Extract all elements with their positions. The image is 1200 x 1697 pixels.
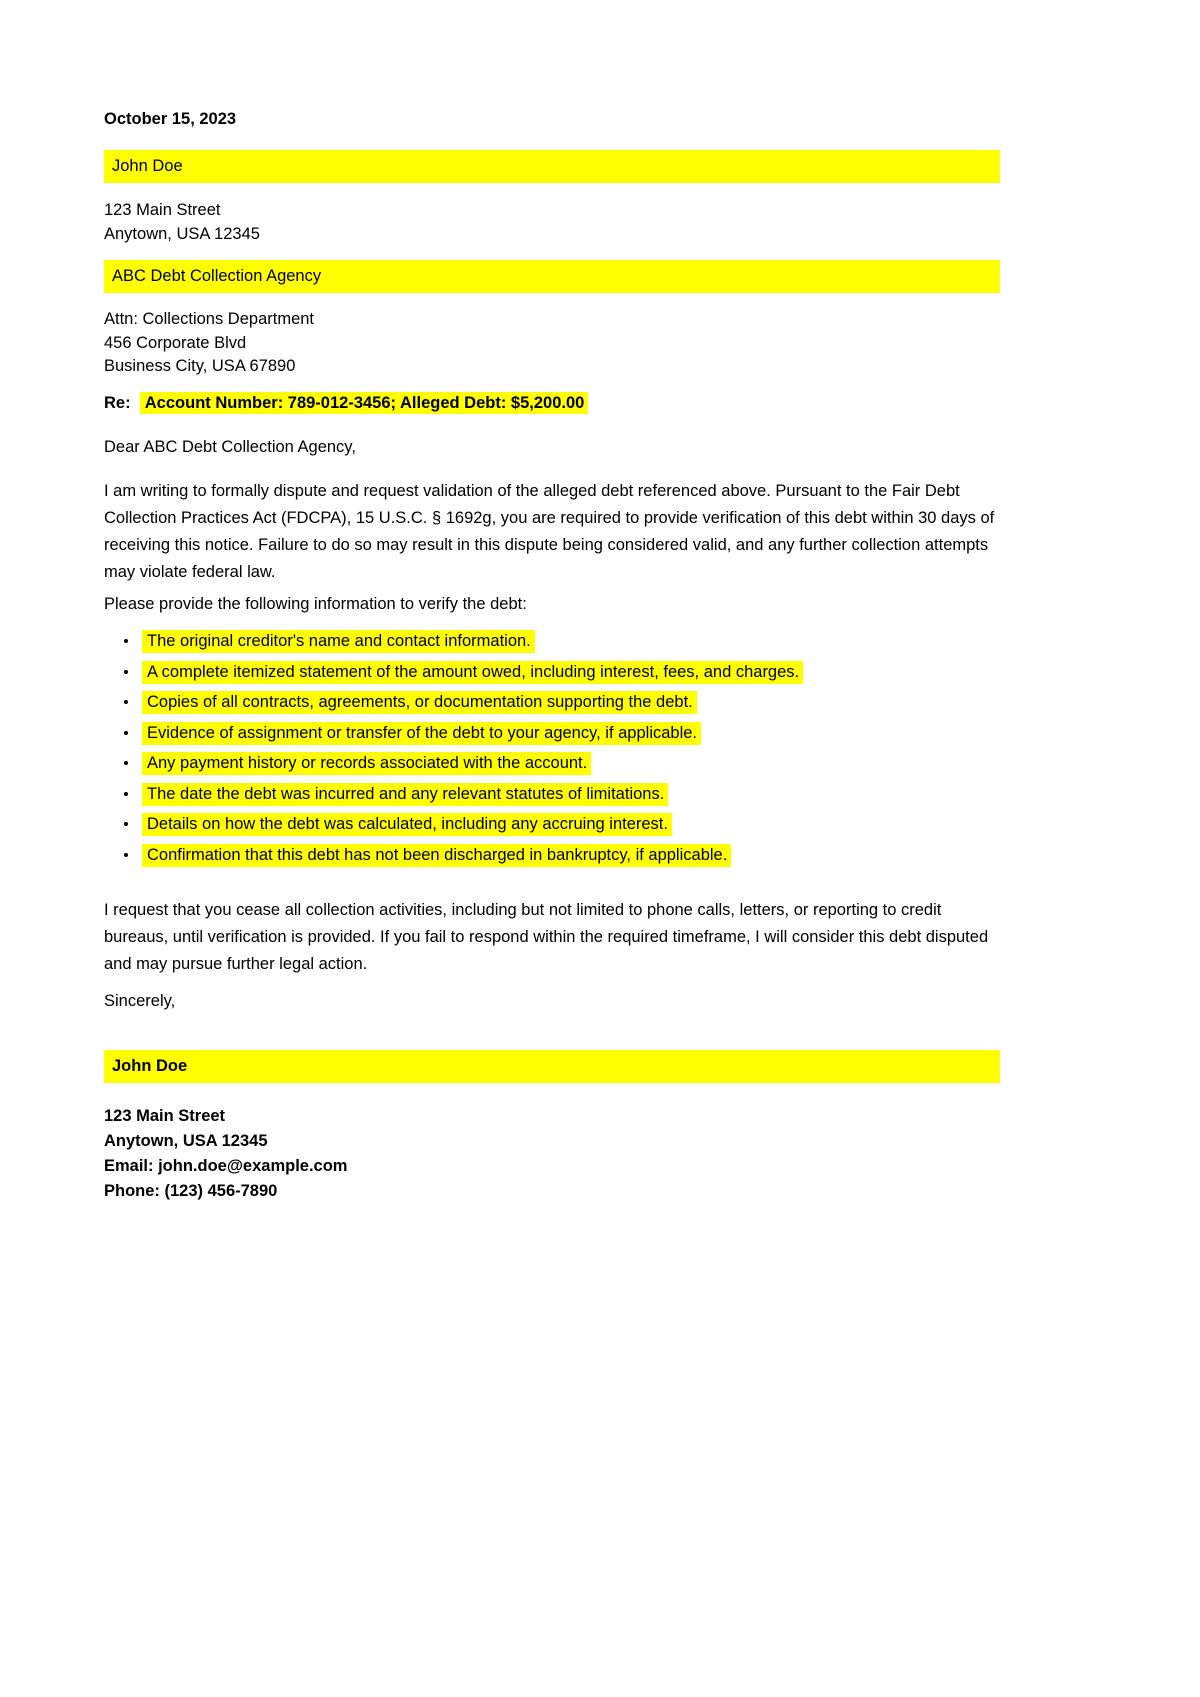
list-item-text: A complete itemized statement of the amount owed, including interest, fees, and charges. bbox=[142, 661, 803, 684]
list-item bbox=[104, 722, 1000, 744]
signature-address-line: Anytown, USA 12345 bbox=[104, 1132, 268, 1150]
subject-prefix: Re: bbox=[104, 394, 131, 412]
body-paragraph-2-block bbox=[104, 897, 1004, 978]
recipient-company-block bbox=[104, 260, 1000, 293]
list-intro: Please provide the following information to verify the debt: bbox=[104, 595, 527, 613]
bullet-icon bbox=[124, 700, 128, 704]
body-paragraph-1-block bbox=[104, 478, 1004, 586]
subject-value: Account Number: 789-012-3456; Alleged Debt: $5,200.00 bbox=[140, 392, 589, 414]
bullet-icon bbox=[124, 639, 128, 643]
bullet-icon bbox=[124, 792, 128, 796]
body-paragraph-1: I am writing to formally dispute and request validation of the alleged debt referenced above. Pursuant to the Fair Debt Collection Practices Act (FDCPA), 15 U.S.C. § 1692g, you are required to provide verification of this debt within 30 days of receiving this notice. Failure to do so may result in this dispute being considered valid, and any further collection attempts may violate federal law. bbox=[104, 482, 995, 581]
list-item bbox=[104, 691, 1000, 713]
bullet-icon bbox=[124, 731, 128, 735]
recipient-address-line: 456 Corporate Blvd bbox=[104, 333, 247, 352]
recipient-address-line: Business City, USA 67890 bbox=[104, 357, 296, 375]
list-item bbox=[104, 630, 1000, 652]
requested-items-block bbox=[104, 630, 1000, 874]
sender-address-line: Anytown, USA 12345 bbox=[104, 224, 260, 243]
bullet-icon bbox=[124, 670, 128, 674]
list-intro-block bbox=[104, 593, 527, 617]
signature-name-highlight: John Doe bbox=[104, 1050, 1000, 1083]
letter-date-block bbox=[104, 108, 236, 132]
sender-name-highlight: John Doe bbox=[104, 150, 1000, 183]
subject-line-block bbox=[104, 392, 588, 416]
signature-email-line: Email: john.doe@example.com bbox=[104, 1157, 348, 1175]
body-paragraph-2: I request that you cease all collection activities, including but not limited to phone calls, letters, or reporting to credit bureaus, until verification is provided. If you fail to respond within the required timeframe, I will consider this debt disputed and may pursue further legal action. bbox=[104, 901, 989, 973]
list-item-text: The date the debt was incurred and any relevant statutes of limitations. bbox=[142, 783, 668, 806]
list-item-text: Any payment history or records associated with the account. bbox=[142, 752, 591, 775]
bullet-icon bbox=[124, 853, 128, 857]
signature-address-line: 123 Main Street bbox=[104, 1107, 226, 1125]
sender-address-block bbox=[104, 199, 260, 246]
signature-name-block bbox=[104, 1050, 1000, 1083]
list-item bbox=[104, 752, 1000, 774]
sender-address-line: 123 Main Street bbox=[104, 201, 221, 219]
list-item bbox=[104, 661, 1000, 683]
list-item-text: Confirmation that this debt has not been discharged in bankruptcy, if applicable. bbox=[142, 844, 731, 867]
bullet-icon bbox=[124, 761, 128, 765]
bullet-icon bbox=[124, 822, 128, 826]
list-item-text: The original creditor's name and contact information. bbox=[142, 630, 535, 653]
signature-phone-line: Phone: (123) 456-7890 bbox=[104, 1182, 278, 1200]
list-item-text: Evidence of assignment or transfer of the debt to your agency, if applicable. bbox=[142, 722, 701, 745]
list-item bbox=[104, 844, 1000, 866]
sender-name-block bbox=[104, 150, 1000, 183]
list-item-text: Copies of all contracts, agreements, or documentation supporting the debt. bbox=[142, 691, 697, 714]
requested-items-list bbox=[104, 630, 1000, 866]
recipient-address-block bbox=[104, 308, 314, 379]
letter-date: October 15, 2023 bbox=[104, 110, 237, 128]
recipient-company-highlight: ABC Debt Collection Agency bbox=[104, 260, 1000, 293]
salutation-block bbox=[104, 436, 356, 460]
salutation: Dear ABC Debt Collection Agency, bbox=[104, 438, 356, 456]
list-item bbox=[104, 783, 1000, 805]
closing-block bbox=[104, 990, 175, 1014]
signature-contact-block bbox=[104, 1104, 347, 1204]
list-item bbox=[104, 813, 1000, 835]
recipient-address-line: Attn: Collections Department bbox=[104, 310, 315, 328]
closing: Sincerely, bbox=[104, 992, 176, 1010]
list-item-text: Details on how the debt was calculated, including any accruing interest. bbox=[142, 813, 672, 836]
